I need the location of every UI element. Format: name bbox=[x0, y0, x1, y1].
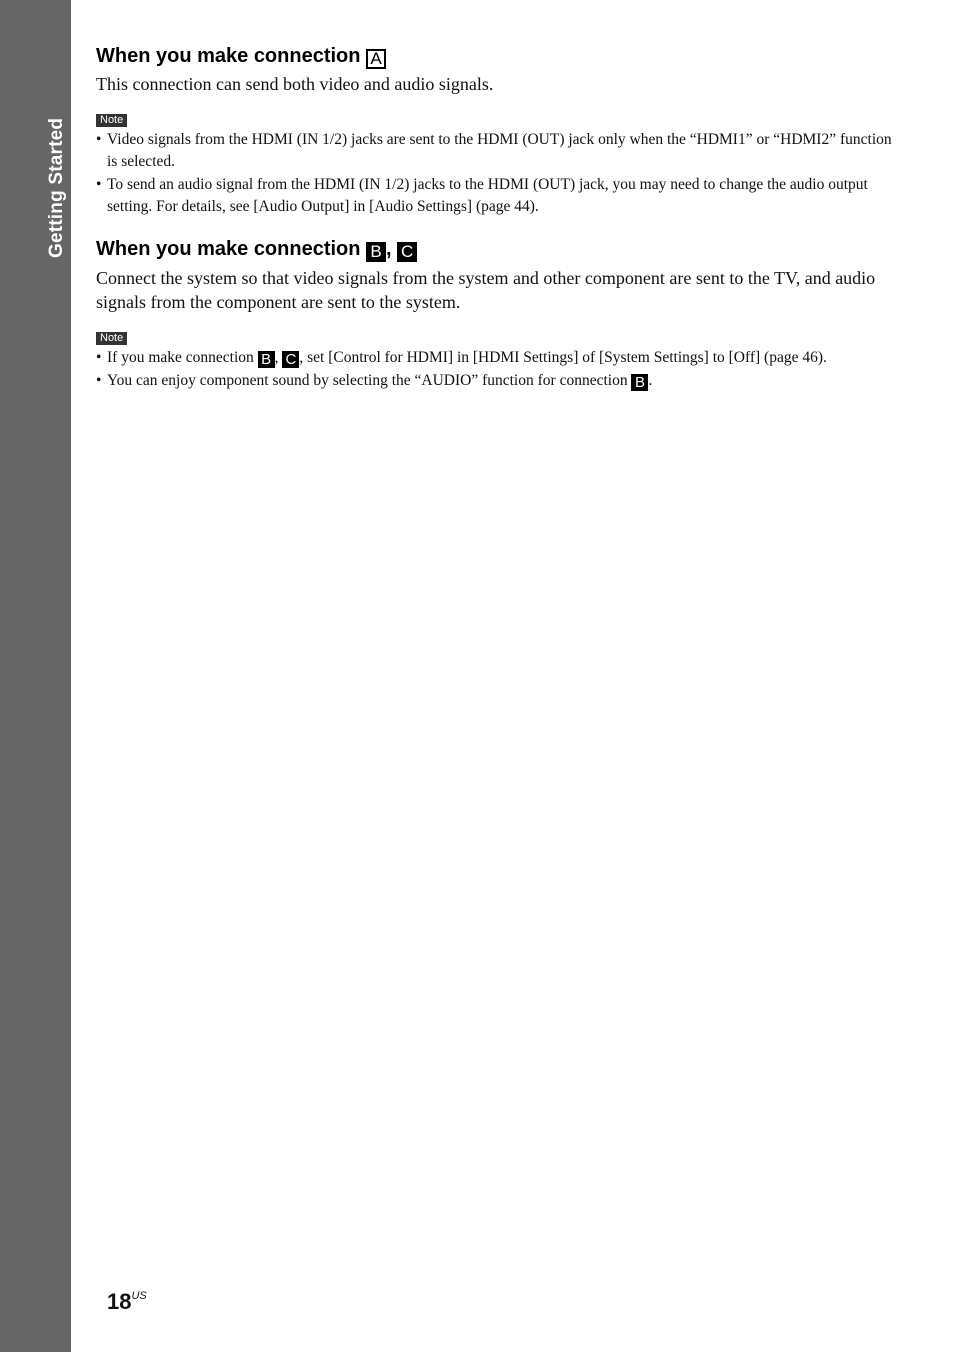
note-item: • If you make connection B , C , set [Control for HDMI] in [HDMI Settings] of [System Settings] to [Off] (page 46). bbox=[96, 349, 827, 368]
connection-a-description: This connection can send both video and audio signals. bbox=[96, 74, 494, 94]
page-number-value: 18 bbox=[107, 1289, 132, 1314]
connection-letter-b: B bbox=[366, 242, 386, 262]
page-number bbox=[107, 1282, 147, 1316]
connection-bc-description: Connect the system so that video signals from the system and other component are sent to the TV, and audio signals from the component are sent to the system. bbox=[96, 268, 876, 312]
heading-connection-bc bbox=[96, 237, 417, 262]
connection-letter-c: C bbox=[397, 242, 417, 262]
side-tab-label: Getting Started bbox=[46, 117, 67, 258]
note-item: • You can enjoy component sound by selecting the “AUDIO” function for connection B . bbox=[96, 372, 653, 391]
heading-connection-a bbox=[96, 44, 386, 69]
connection-letter-b: B bbox=[258, 351, 275, 368]
bullet: • bbox=[96, 349, 102, 366]
connection-letter-a: A bbox=[366, 49, 386, 69]
heading-text: When you make connection bbox=[96, 238, 361, 260]
note-item: • Video signals from the HDMI (IN 1/2) jacks are sent to the HDMI (OUT) jack only when the “HDMI1” or “HDMI2” function is selected. bbox=[96, 131, 892, 170]
note-list-bc bbox=[96, 347, 896, 393]
page-region-suffix: US bbox=[131, 1290, 147, 1302]
connection-letter-c: C bbox=[282, 351, 299, 368]
heading-text: When you make connection bbox=[96, 45, 361, 67]
connection-letter-b: B bbox=[631, 374, 648, 391]
bullet: • bbox=[96, 131, 102, 148]
note-item: • To send an audio signal from the HDMI (IN 1/2) jacks to the HDMI (OUT) jack, you may need to change the audio output setting. For details, see [Audio Output] in [Audio Settings] (page 44). bbox=[96, 176, 868, 215]
bullet: • bbox=[96, 372, 102, 389]
note-badge: Note bbox=[96, 332, 127, 345]
side-tab bbox=[0, 0, 71, 1352]
note-list-a bbox=[96, 129, 896, 219]
heading-separator: , bbox=[386, 238, 392, 260]
bullet: • bbox=[96, 176, 102, 193]
note-badge: Note bbox=[96, 114, 127, 127]
